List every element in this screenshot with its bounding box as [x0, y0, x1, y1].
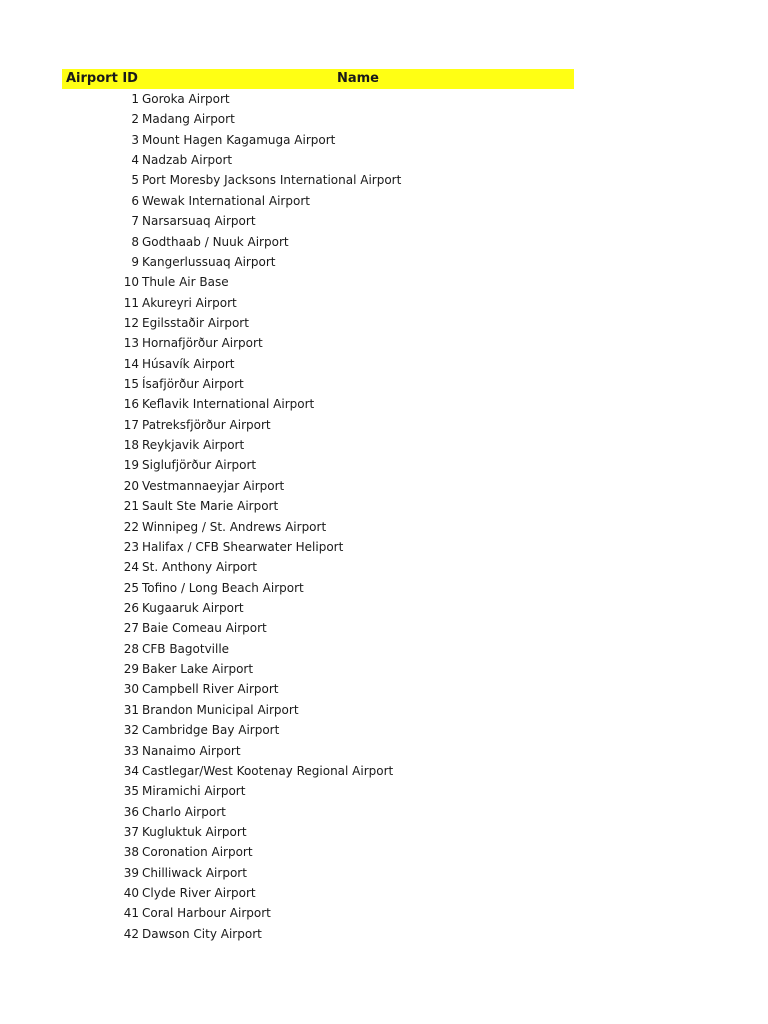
airport-id-cell: 21: [123, 499, 139, 514]
airport-id-cell: 23: [123, 539, 139, 554]
airport-id-cell: 20: [123, 478, 139, 493]
table-row: [62, 394, 574, 414]
table-row: [62, 170, 574, 190]
airport-name-cell: Tofino / Long Beach Airport: [142, 580, 304, 595]
airport-id-cell: 12: [123, 315, 139, 330]
table-row: [62, 679, 574, 699]
airport-name-cell: Kangerlussuaq Airport: [142, 254, 276, 269]
airport-id-cell: 11: [123, 295, 139, 310]
table-row: [62, 741, 574, 761]
airport-id-cell: 36: [123, 804, 139, 819]
table-row: [62, 293, 574, 313]
airport-name-cell: CFB Bagotville: [142, 641, 230, 656]
table-row: [62, 109, 574, 129]
airport-name-cell: Coronation Airport: [142, 845, 253, 860]
airport-name-cell: Goroka Airport: [142, 92, 230, 106]
table-row: [62, 252, 574, 272]
airport-name-cell: Cambridge Bay Airport: [142, 723, 280, 738]
airport-id-cell: 42: [123, 926, 139, 941]
table-row: [62, 354, 574, 374]
airport-name-cell: Sault Ste Marie Airport: [142, 499, 279, 514]
airport-id-cell: 41: [123, 906, 139, 921]
airport-id-cell: 3: [131, 132, 139, 147]
airport-name-cell: Dawson City Airport: [142, 926, 262, 941]
table-row: [62, 333, 574, 353]
airport-name-cell: Patreksfjörður Airport: [142, 417, 271, 432]
table-row: [62, 496, 574, 516]
airport-id-cell: 4: [131, 153, 139, 168]
airport-id-cell: 17: [123, 417, 139, 432]
airport-id-cell: 24: [123, 560, 139, 575]
airport-name-cell: Siglufjörður Airport: [142, 458, 257, 473]
table-body: [62, 89, 574, 944]
table-row: [62, 272, 574, 292]
airport-id-cell: 8: [131, 234, 139, 249]
table-row: [62, 455, 574, 475]
table-row: [62, 924, 574, 944]
table-row: [62, 903, 574, 923]
airport-table: [62, 69, 574, 944]
airport-name-cell: Castlegar/West Kootenay Regional Airport: [142, 763, 394, 778]
airport-id-cell: 2: [131, 112, 139, 127]
airport-name-cell: Coral Harbour Airport: [142, 906, 271, 921]
table-row: [62, 883, 574, 903]
airport-name-cell: Reykjavik Airport: [142, 438, 245, 453]
airport-name-cell: Húsavík Airport: [142, 356, 235, 371]
airport-name-cell: Mount Hagen Kagamuga Airport: [142, 132, 336, 147]
airport-name-cell: Akureyri Airport: [142, 295, 237, 310]
airport-name-cell: Clyde River Airport: [142, 886, 256, 901]
airport-name-cell: Ísafjörður Airport: [142, 377, 244, 392]
column-header-name: Name: [336, 71, 379, 86]
table-row: [62, 435, 574, 455]
airport-id-cell: 30: [123, 682, 139, 697]
airport-name-cell: Charlo Airport: [142, 804, 226, 819]
table-row: [62, 822, 574, 842]
table-row: [62, 720, 574, 740]
table-header-row: [62, 69, 574, 89]
airport-name-cell: Kugaaruk Airport: [142, 600, 244, 615]
table-row: [62, 211, 574, 231]
table-row: [62, 130, 574, 150]
airport-name-cell: Brandon Municipal Airport: [142, 702, 299, 717]
airport-id-cell: 27: [123, 621, 139, 636]
airport-name-cell: Halifax / CFB Shearwater Heliport: [142, 539, 344, 554]
airport-id-cell: 9: [131, 254, 139, 269]
airport-id-cell: 19: [123, 458, 139, 473]
table-row: [62, 659, 574, 679]
airport-id-cell: 31: [123, 702, 139, 717]
airport-id-cell: 1: [131, 92, 139, 106]
airport-id-cell: 38: [123, 845, 139, 860]
airport-name-cell: Miramichi Airport: [142, 784, 246, 799]
airport-name-cell: Keflavik International Airport: [142, 397, 315, 412]
table-row: [62, 700, 574, 720]
table-row: [62, 191, 574, 211]
table-row: [62, 761, 574, 781]
airport-id-cell: 5: [131, 173, 139, 188]
table-row: [62, 313, 574, 333]
airport-name-cell: Nanaimo Airport: [142, 743, 241, 758]
table-row: [62, 639, 574, 659]
table-row: [62, 150, 574, 170]
airport-id-cell: 39: [123, 865, 139, 880]
airport-name-cell: St. Anthony Airport: [142, 560, 258, 575]
airport-id-cell: 32: [123, 723, 139, 738]
airport-name-cell: Godthaab / Nuuk Airport: [142, 234, 289, 249]
airport-name-cell: Wewak International Airport: [142, 193, 310, 208]
airport-id-cell: 35: [123, 784, 139, 799]
table-row: [62, 537, 574, 557]
airport-id-cell: 40: [123, 886, 139, 901]
airport-id-cell: 16: [123, 397, 139, 412]
airport-name-cell: Baker Lake Airport: [142, 662, 254, 677]
table-row: [62, 557, 574, 577]
airport-name-cell: Hornafjörður Airport: [142, 336, 263, 351]
airport-id-cell: 18: [123, 438, 139, 453]
airport-name-cell: Port Moresby Jacksons International Airport: [142, 173, 402, 188]
airport-name-cell: Egilsstaðir Airport: [142, 315, 249, 330]
airport-id-cell: 29: [123, 662, 139, 677]
table-row: [62, 618, 574, 638]
table-row: [62, 517, 574, 537]
airport-name-cell: Chilliwack Airport: [142, 865, 247, 880]
airport-name-cell: Narsarsuaq Airport: [142, 214, 256, 229]
table-row: [62, 374, 574, 394]
table-row: [62, 842, 574, 862]
airport-name-cell: Nadzab Airport: [142, 153, 233, 168]
airport-id-cell: 13: [123, 336, 139, 351]
table-row: [62, 415, 574, 435]
table-row: [62, 802, 574, 822]
airport-id-cell: 26: [123, 600, 139, 615]
airport-id-cell: 15: [123, 377, 139, 392]
airport-name-cell: Campbell River Airport: [142, 682, 279, 697]
airport-id-cell: 34: [123, 763, 139, 778]
airport-name-cell: Vestmannaeyjar Airport: [142, 478, 285, 493]
airport-id-cell: 28: [123, 641, 139, 656]
table-row: [62, 89, 574, 109]
airport-name-cell: Kugluktuk Airport: [142, 824, 247, 839]
airport-id-cell: 25: [123, 580, 139, 595]
airport-name-cell: Winnipeg / St. Andrews Airport: [142, 519, 327, 534]
table-row: [62, 232, 574, 252]
airport-id-cell: 10: [123, 275, 139, 290]
airport-name-cell: Baie Comeau Airport: [142, 621, 267, 636]
airport-id-cell: 14: [123, 356, 139, 371]
column-header-airport-id: Airport ID: [66, 71, 138, 86]
table-row: [62, 863, 574, 883]
table-row: [62, 476, 574, 496]
airport-name-cell: Madang Airport: [142, 112, 235, 127]
airport-id-cell: 6: [131, 193, 139, 208]
table-row: [62, 781, 574, 801]
airport-name-cell: Thule Air Base: [142, 275, 229, 290]
airport-id-cell: 7: [131, 214, 139, 229]
airport-id-cell: 22: [123, 519, 139, 534]
airport-id-cell: 33: [123, 743, 139, 758]
airport-id-cell: 37: [123, 824, 139, 839]
table-row: [62, 598, 574, 618]
table-row: [62, 578, 574, 598]
